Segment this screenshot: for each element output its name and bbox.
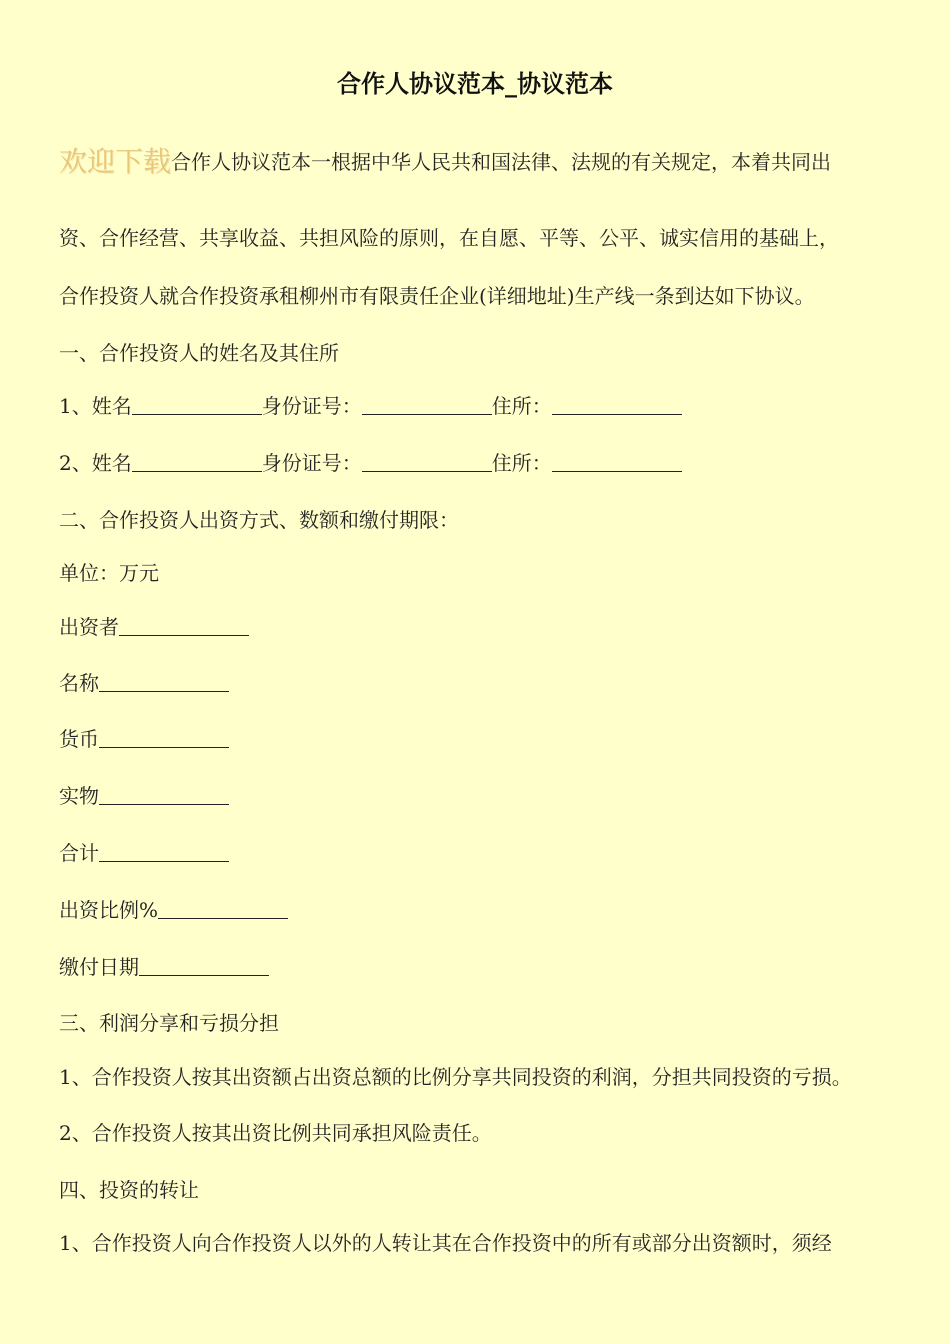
section3-item-1: 1、合作投资人按其出资额占出资总额的比例分享共同投资的利润，分担共同投资的亏损。 [59, 1065, 852, 1089]
field-blank [139, 957, 269, 976]
watermark-logo: 欢迎下载 [59, 145, 172, 178]
field-blank [99, 843, 229, 862]
field-contributor [59, 613, 249, 641]
section1-heading: 一、合作投资人的姓名及其住所 [59, 341, 339, 365]
investor-row-prefix: 2、姓名 [59, 451, 132, 475]
address-blank [552, 396, 682, 415]
address-blank [552, 453, 682, 472]
field-payment-date [59, 953, 269, 981]
id-label: 身份证号： [261, 394, 362, 418]
intro-line-1 [59, 145, 832, 178]
section2-heading: 二、合作投资人出资方式、数额和缴付期限： [59, 508, 459, 532]
field-blank [99, 729, 229, 748]
section3-heading: 三、利润分享和亏损分担 [59, 1011, 279, 1035]
id-blank [362, 396, 492, 415]
section4-heading: 四、投资的转让 [59, 1178, 199, 1202]
name-blank [132, 453, 262, 472]
id-label: 身份证号： [261, 451, 362, 475]
investor-row-2 [59, 449, 682, 477]
field-label: 货币 [59, 727, 99, 751]
field-blank [119, 617, 249, 636]
name-blank [132, 396, 262, 415]
field-blank [99, 786, 229, 805]
intro-text-1: 合作人协议范本一根据中华人民共和国法律、法规的有关规定，本着共同出 [171, 150, 832, 174]
field-blank [99, 673, 229, 692]
intro-line-3: 合作投资人就合作投资承租柳州市有限责任企业(详细地址)生产线一条到达如下协议。 [59, 284, 815, 308]
unit-label: 单位：万元 [59, 561, 159, 585]
field-label: 合计 [59, 841, 99, 865]
section4-item-1: 1、合作投资人向合作投资人以外的人转让其在合作投资中的所有或部分出资额时，须经 [59, 1231, 832, 1255]
field-blank [158, 900, 288, 919]
section3-item-2: 2、合作投资人按其出资比例共同承担风险责任。 [59, 1121, 492, 1145]
field-currency [59, 725, 229, 753]
intro-line-2: 资、合作经营、共享收益、共担风险的原则，在自愿、平等、公平、诚实信用的基础上， [59, 226, 839, 250]
investor-row-1 [59, 392, 682, 420]
field-ratio [59, 896, 288, 924]
id-blank [362, 453, 492, 472]
field-label: 实物 [59, 784, 99, 808]
field-name [59, 669, 229, 697]
address-label: 住所： [491, 451, 552, 475]
document-title: 合作人协议范本_协议范本 [337, 69, 613, 98]
field-total [59, 839, 229, 867]
field-label: 缴付日期 [59, 955, 139, 979]
address-label: 住所： [491, 394, 552, 418]
investor-row-prefix: 1、姓名 [59, 394, 132, 418]
field-label: 名称 [59, 671, 99, 695]
field-in-kind [59, 782, 229, 810]
field-label: 出资者 [59, 615, 119, 639]
field-label: 出资比例% [59, 898, 159, 922]
